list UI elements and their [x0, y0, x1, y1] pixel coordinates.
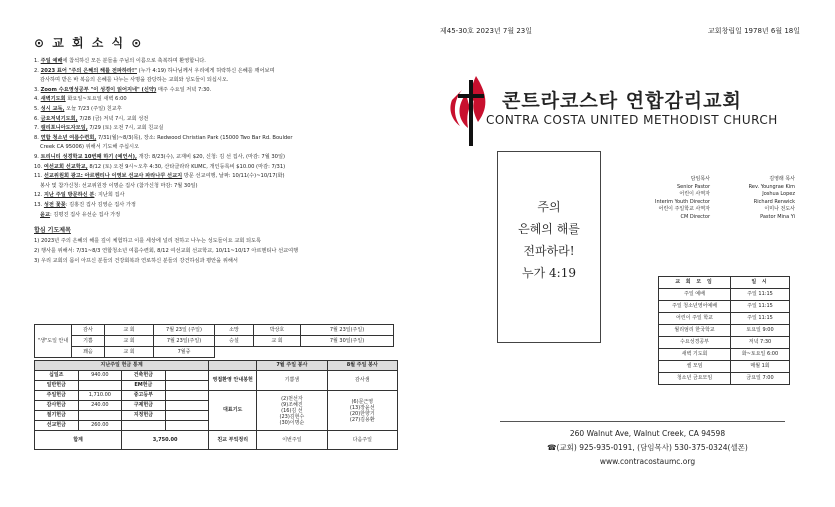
rota-entry: (23)김현수	[279, 413, 305, 420]
news-item: 7. 캘리포니아도자모임, 7/29 (토) 오전 7시, 교회 친교실	[34, 125, 164, 132]
rota-entry: (2)천선자	[281, 395, 303, 402]
rota-entry: (13)장윤선	[349, 404, 375, 411]
meeting-schedule-table: 교 회 모 임 일 시 주일 예배 주일 11:15 주일 청소년영어예배 주일 11:15 어린이 주일 학교 주일 11:15 월리엄리 한국학교 토요일 9:00 수요성경공부 저녁 7:30 새벽 기도회 화~토요일 6:00 셀 모임 매월 1회 청소년 금요모임 금요일 7:00	[658, 276, 790, 385]
address: 260 Walnut Ave, Walnut Creek, CA 94598	[569, 429, 726, 438]
news-item: Creek CA 95006) 위해서 기도해 주십시오	[40, 144, 140, 151]
offering-table: 지난주일 헌금 통계 7월 주일 봉사 8월 주일 봉사 십일조 940.00 건축헌금 영접환영 안내봉헌 기쁨샘 감사샘 일반헌금 EM헌금 주일헌금 1,710.00 중고등부 대표기도 (2)천선자 (9)조혜진 (16)김 선 (23)김현수 (30)이명순 (6)문근영 (13)장윤선 (20)한향기 (27)김용환 감사헌금 240.00 구제헌금 절기헌금 지정헌금 선교헌금 260.00 합계 3,750.00 친교 부엌정리 이번주일 다음주일	[34, 360, 398, 450]
prayer-list	[34, 236, 394, 266]
church-name-english: CONTRA COSTA UNITED METHODIST CHURCH	[486, 113, 778, 127]
founding-date: 교회창립일 1978년 6월 18일	[708, 27, 800, 35]
news-item: 10. 여선교회 선교학교, 8/12 (토) 오전 9시~오후 4:30, 산타클라라 KUMC, 개인등록비 $10.00 (마감: 7/31)	[34, 163, 286, 170]
schedule-row: 주일 청소년영어예배 주일 11:15	[659, 301, 790, 313]
phone: ☎(교회) 925-935-0191, (담임목사) 530-375-0324(셀폰)	[547, 443, 748, 452]
prayer-item: 3) 우리 교회의 몸이 아프신 분들의 건강회복과 연로하신 분들의 강건하심과 평안을 위해서	[34, 258, 238, 265]
news-panel	[34, 34, 394, 443]
schedule-row: 수요성경공부 저녁 7:30	[659, 337, 790, 349]
prayer-item: 2) 행사를 위해서: 7/31~8/3 연합청소년 여름수련회, 8/12 여선교회 선교학교, 10/11~10/17 아르헨티나 선교여행	[34, 248, 299, 255]
news-item: 감사하며 받은 바 복음의 은혜를 나누는 사명을 감당하는 교회와 성도들이 되십시오.	[40, 77, 229, 84]
contact-block	[505, 427, 790, 469]
cover-panel	[440, 0, 820, 507]
offering-total: 3,750.00	[122, 431, 209, 450]
cross-and-flame-logo	[446, 70, 496, 150]
news-list	[34, 57, 394, 220]
rota-entry: (30)이명순	[279, 419, 305, 426]
rota-entry: (6)문근영	[351, 398, 374, 405]
rota-entry: (16)김 선	[281, 407, 303, 414]
service-label: "생"도일 안내	[35, 325, 72, 358]
prayer-item: 1) 2023년 주의 은혜의 해를 깊이 체험하고 이를 세상에 널리 전하고 나누는 성도들이요 교회 되도록	[34, 238, 262, 245]
website[interactable]: www.contracostaumc.org	[599, 457, 696, 466]
news-item: 봉사 및 참가신청: 선교위원장 이명순 집사 (참가신청 마감: 7월 30일)	[40, 182, 198, 189]
schedule-row: 새벽 기도회 화~토요일 6:00	[659, 349, 790, 361]
news-item: 5. 성시 교독, 오늘 7/23 (주일) 친교후	[34, 105, 122, 112]
news-item: 9. 트리니티 성경학교 10번째 하기 (예언서), 개강: 8/23(수), 교재비 $20, 신청: 김 선 집사, (마감: 7월 30일)	[34, 153, 285, 160]
schedule-row: 월리엄리 한국학교 토요일 9:00	[659, 325, 790, 337]
rota-entry: (20)한향기	[349, 410, 375, 417]
divider	[500, 421, 785, 422]
news-item: 11. 선교위원회 광고: 아르헨티나 이영보 선교사 파라나꾸 선교지 방문 선교여행, 날짜: 10/11(수)~10/17(화)	[34, 173, 285, 180]
rota-entry: (27)김용환	[349, 416, 375, 423]
news-item: 8. 연합 청소년 여름수련회, 7/31(월)~8/3(목), 장소: Redwood Christian Park (15000 Two Bar Rd. Boulder	[34, 134, 293, 141]
church-name-korean: 콘트라코스타 연합감리교회	[502, 90, 742, 112]
schedule-row: 셀 모임 매월 1회	[659, 361, 790, 373]
schedule-row: 어린이 주일 학교 주일 11:15	[659, 313, 790, 325]
news-item: 1. 주일 예배에 참석하신 모든 분들을 주님의 이름으로 축복하며 환영합니다.	[34, 58, 206, 64]
news-item: 3. Zoom 수요영성공부 "이 성경이 읽어지네" (신약) 매주 수요일 저녁 7:30.	[34, 86, 212, 93]
news-item: 4. 새벽기도회 화요일~토요일 새벽 6:00	[34, 96, 127, 103]
news-item: 2. 2023 표어 "주의 은혜의 해를 전파하라!" (누가 4:19) 하나님께서 우리에게 허락하신 은혜를 깨어보며	[34, 67, 275, 74]
news-item: 윤교: 김평진 집사 유선순 집사 가정	[40, 211, 121, 218]
schedule-row: 청소년 금요모임 금요일 7:00	[659, 373, 790, 385]
news-title: ⊙ 교 회 소 식 ⊙	[34, 36, 144, 50]
news-item: 12. 지난 주일 방문하신 분: 지난희 집사	[34, 192, 125, 199]
offering-title: 지난주일 헌금 통계	[35, 361, 209, 371]
staff-names: 김영래 목사 Rev. Youngrae Kim Joshua Lopez Richard Renwick 이미나 전도사 Pastor Mina Yi	[748, 176, 795, 220]
schedule-row: 주일 예배 주일 11:15	[659, 289, 790, 301]
staff-titles: 담임목사 Senior Pastor 어린이 사역자 Interim Youth Director 어린이 주일학교 사역자 CM Director	[654, 176, 710, 220]
prayer-title: 합심 기도제목	[34, 227, 71, 235]
service-table: "생"도일 안내 감사 교 회 7월 23일 (주일) 소망 박상호 7월 23일(주일) 기쁨 교 회 7월 23일(주일) 승설 교 회 7월 30일(주일) 꽤음 교 회 7월중	[34, 324, 394, 358]
rota-entry: (9)조혜진	[281, 401, 303, 408]
news-item: 13. 성전 꽃꽂: 김홍진 집사 김영순 집사 가정	[34, 201, 136, 208]
issue-number: 제45-30호 2023년 7월 23일	[440, 27, 533, 35]
theme-box: 주의 은혜의 해를 전파하라! 누가 4:19	[497, 151, 601, 343]
prayer-rota-july	[257, 391, 327, 431]
prayer-rota-august	[327, 391, 397, 431]
issue-line	[440, 26, 800, 36]
news-item: 6. 금요저녁기도회, 7/28 (금) 저녁 7시, 교회 성전	[34, 115, 149, 122]
